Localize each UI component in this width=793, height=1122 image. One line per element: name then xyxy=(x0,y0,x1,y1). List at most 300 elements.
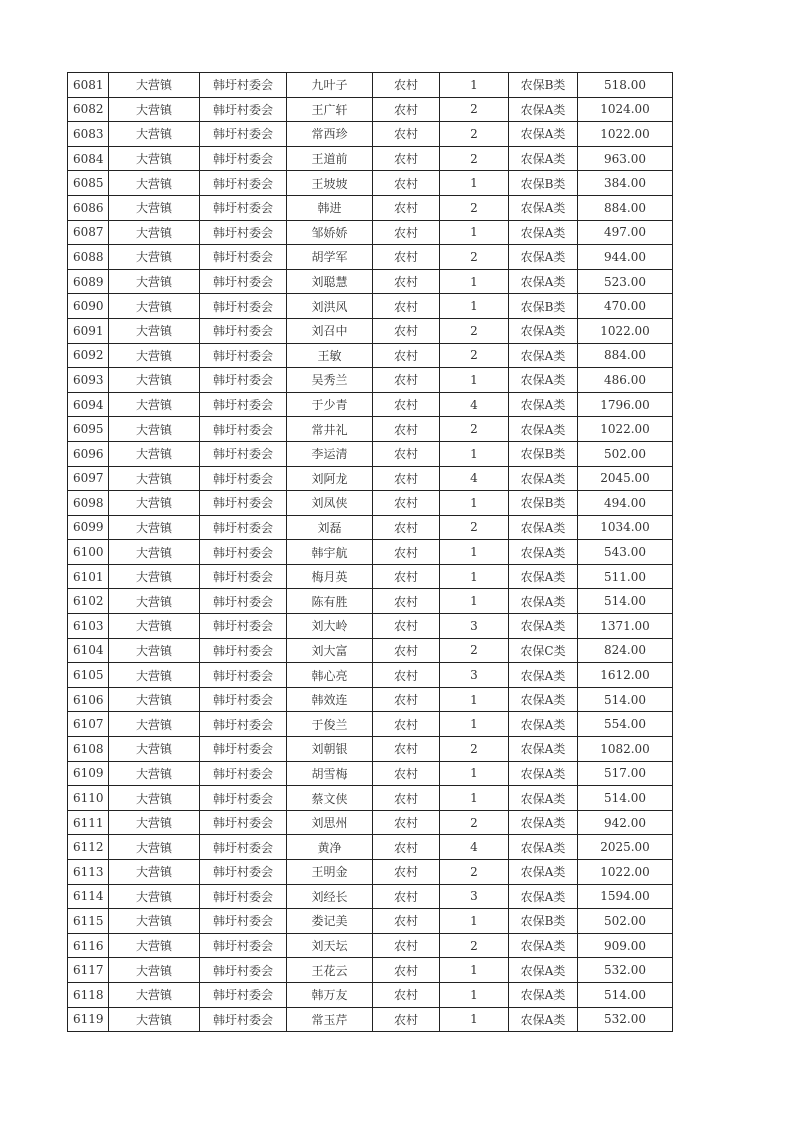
table-row xyxy=(68,245,673,270)
cell-id: 6083 xyxy=(68,122,109,147)
table-row xyxy=(68,737,673,762)
cell-amount: 1594.00 xyxy=(578,884,673,909)
cell-category: 农保B类 xyxy=(509,909,578,934)
cell-area: 农村 xyxy=(373,712,440,737)
table-row xyxy=(68,73,673,98)
cell-category: 农保A类 xyxy=(509,737,578,762)
cell-village: 韩圩村委会 xyxy=(200,786,287,811)
cell-amount: 2045.00 xyxy=(578,466,673,491)
cell-village: 韩圩村委会 xyxy=(200,491,287,516)
cell-area: 农村 xyxy=(373,343,440,368)
cell-village: 韩圩村委会 xyxy=(200,220,287,245)
table-row xyxy=(68,220,673,245)
cell-count: 1 xyxy=(440,589,509,614)
cell-area: 农村 xyxy=(373,515,440,540)
cell-area: 农村 xyxy=(373,73,440,98)
table-row xyxy=(68,786,673,811)
cell-area: 农村 xyxy=(373,195,440,220)
cell-category: 农保A类 xyxy=(509,245,578,270)
cell-town: 大营镇 xyxy=(109,737,200,762)
cell-count: 2 xyxy=(440,737,509,762)
cell-amount: 1024.00 xyxy=(578,97,673,122)
cell-name: 刘聪慧 xyxy=(287,269,373,294)
cell-village: 韩圩村委会 xyxy=(200,146,287,171)
cell-category: 农保B类 xyxy=(509,441,578,466)
cell-amount: 511.00 xyxy=(578,564,673,589)
cell-town: 大营镇 xyxy=(109,1007,200,1032)
cell-village: 韩圩村委会 xyxy=(200,392,287,417)
cell-id: 6101 xyxy=(68,564,109,589)
table-row xyxy=(68,491,673,516)
cell-id: 6095 xyxy=(68,417,109,442)
cell-amount: 470.00 xyxy=(578,294,673,319)
cell-amount: 884.00 xyxy=(578,195,673,220)
table-row xyxy=(68,810,673,835)
cell-amount: 1022.00 xyxy=(578,318,673,343)
cell-amount: 514.00 xyxy=(578,687,673,712)
cell-id: 6108 xyxy=(68,737,109,762)
cell-town: 大营镇 xyxy=(109,245,200,270)
cell-town: 大营镇 xyxy=(109,589,200,614)
cell-amount: 1022.00 xyxy=(578,122,673,147)
cell-village: 韩圩村委会 xyxy=(200,368,287,393)
cell-village: 韩圩村委会 xyxy=(200,638,287,663)
cell-count: 2 xyxy=(440,195,509,220)
cell-category: 农保A类 xyxy=(509,466,578,491)
cell-area: 农村 xyxy=(373,466,440,491)
cell-name: 刘洪风 xyxy=(287,294,373,319)
cell-area: 农村 xyxy=(373,294,440,319)
cell-area: 农村 xyxy=(373,933,440,958)
cell-category: 农保A类 xyxy=(509,146,578,171)
cell-id: 6089 xyxy=(68,269,109,294)
table-row xyxy=(68,933,673,958)
cell-town: 大营镇 xyxy=(109,195,200,220)
cell-name: 刘天坛 xyxy=(287,933,373,958)
cell-name: 王敏 xyxy=(287,343,373,368)
cell-name: 刘朝银 xyxy=(287,737,373,762)
cell-amount: 909.00 xyxy=(578,933,673,958)
cell-id: 6119 xyxy=(68,1007,109,1032)
cell-id: 6114 xyxy=(68,884,109,909)
cell-category: 农保A类 xyxy=(509,614,578,639)
cell-count: 4 xyxy=(440,466,509,491)
cell-category: 农保A类 xyxy=(509,318,578,343)
cell-town: 大营镇 xyxy=(109,638,200,663)
cell-id: 6100 xyxy=(68,540,109,565)
cell-category: 农保A类 xyxy=(509,122,578,147)
cell-town: 大营镇 xyxy=(109,540,200,565)
cell-area: 农村 xyxy=(373,982,440,1007)
cell-name: 陈有胜 xyxy=(287,589,373,614)
cell-category: 农保A类 xyxy=(509,663,578,688)
cell-area: 农村 xyxy=(373,786,440,811)
table-row xyxy=(68,564,673,589)
cell-count: 1 xyxy=(440,73,509,98)
cell-village: 韩圩村委会 xyxy=(200,761,287,786)
cell-area: 农村 xyxy=(373,810,440,835)
cell-id: 6113 xyxy=(68,860,109,885)
cell-id: 6099 xyxy=(68,515,109,540)
cell-id: 6086 xyxy=(68,195,109,220)
cell-area: 农村 xyxy=(373,441,440,466)
cell-amount: 494.00 xyxy=(578,491,673,516)
cell-amount: 1034.00 xyxy=(578,515,673,540)
cell-id: 6104 xyxy=(68,638,109,663)
cell-category: 农保A类 xyxy=(509,712,578,737)
cell-id: 6081 xyxy=(68,73,109,98)
table-row xyxy=(68,294,673,319)
cell-area: 农村 xyxy=(373,884,440,909)
table-row xyxy=(68,466,673,491)
cell-town: 大营镇 xyxy=(109,810,200,835)
cell-category: 农保A类 xyxy=(509,564,578,589)
cell-village: 韩圩村委会 xyxy=(200,982,287,1007)
cell-category: 农保A类 xyxy=(509,220,578,245)
cell-amount: 942.00 xyxy=(578,810,673,835)
cell-name: 韩效连 xyxy=(287,687,373,712)
cell-name: 刘磊 xyxy=(287,515,373,540)
cell-amount: 384.00 xyxy=(578,171,673,196)
cell-town: 大营镇 xyxy=(109,909,200,934)
table-row xyxy=(68,392,673,417)
cell-town: 大营镇 xyxy=(109,663,200,688)
cell-count: 1 xyxy=(440,491,509,516)
cell-name: 韩宇航 xyxy=(287,540,373,565)
cell-town: 大营镇 xyxy=(109,73,200,98)
table-row xyxy=(68,909,673,934)
cell-category: 农保A类 xyxy=(509,343,578,368)
cell-name: 娄记美 xyxy=(287,909,373,934)
cell-town: 大营镇 xyxy=(109,982,200,1007)
cell-count: 4 xyxy=(440,835,509,860)
cell-id: 6098 xyxy=(68,491,109,516)
cell-area: 农村 xyxy=(373,245,440,270)
cell-amount: 518.00 xyxy=(578,73,673,98)
cell-area: 农村 xyxy=(373,761,440,786)
cell-count: 2 xyxy=(440,810,509,835)
cell-id: 6084 xyxy=(68,146,109,171)
cell-id: 6092 xyxy=(68,343,109,368)
cell-name: 九叶子 xyxy=(287,73,373,98)
cell-category: 农保A类 xyxy=(509,97,578,122)
cell-name: 胡学军 xyxy=(287,245,373,270)
cell-village: 韩圩村委会 xyxy=(200,835,287,860)
cell-count: 3 xyxy=(440,663,509,688)
table-row xyxy=(68,761,673,786)
table-row xyxy=(68,835,673,860)
cell-area: 农村 xyxy=(373,220,440,245)
cell-id: 6110 xyxy=(68,786,109,811)
cell-category: 农保A类 xyxy=(509,515,578,540)
cell-id: 6112 xyxy=(68,835,109,860)
cell-category: 农保A类 xyxy=(509,1007,578,1032)
cell-id: 6109 xyxy=(68,761,109,786)
cell-name: 黄净 xyxy=(287,835,373,860)
cell-count: 1 xyxy=(440,441,509,466)
cell-village: 韩圩村委会 xyxy=(200,810,287,835)
cell-category: 农保A类 xyxy=(509,368,578,393)
cell-name: 刘思州 xyxy=(287,810,373,835)
cell-category: 农保A类 xyxy=(509,589,578,614)
cell-area: 农村 xyxy=(373,146,440,171)
cell-area: 农村 xyxy=(373,589,440,614)
cell-category: 农保A类 xyxy=(509,761,578,786)
cell-name: 韩进 xyxy=(287,195,373,220)
cell-amount: 1022.00 xyxy=(578,860,673,885)
cell-count: 2 xyxy=(440,933,509,958)
cell-count: 2 xyxy=(440,97,509,122)
table-row xyxy=(68,171,673,196)
cell-count: 2 xyxy=(440,638,509,663)
cell-category: 农保B类 xyxy=(509,294,578,319)
cell-id: 6106 xyxy=(68,687,109,712)
cell-amount: 517.00 xyxy=(578,761,673,786)
table-row xyxy=(68,614,673,639)
cell-amount: 532.00 xyxy=(578,1007,673,1032)
cell-count: 1 xyxy=(440,958,509,983)
cell-category: 农保A类 xyxy=(509,884,578,909)
cell-area: 农村 xyxy=(373,97,440,122)
cell-town: 大营镇 xyxy=(109,318,200,343)
cell-village: 韩圩村委会 xyxy=(200,564,287,589)
cell-area: 农村 xyxy=(373,318,440,343)
cell-village: 韩圩村委会 xyxy=(200,687,287,712)
cell-town: 大营镇 xyxy=(109,884,200,909)
cell-count: 1 xyxy=(440,761,509,786)
cell-name: 梅月英 xyxy=(287,564,373,589)
table-row xyxy=(68,712,673,737)
cell-village: 韩圩村委会 xyxy=(200,97,287,122)
cell-amount: 543.00 xyxy=(578,540,673,565)
cell-village: 韩圩村委会 xyxy=(200,958,287,983)
cell-name: 胡雪梅 xyxy=(287,761,373,786)
cell-id: 6090 xyxy=(68,294,109,319)
cell-count: 1 xyxy=(440,171,509,196)
cell-id: 6116 xyxy=(68,933,109,958)
cell-village: 韩圩村委会 xyxy=(200,294,287,319)
cell-count: 1 xyxy=(440,982,509,1007)
cell-area: 农村 xyxy=(373,835,440,860)
cell-count: 2 xyxy=(440,417,509,442)
cell-id: 6097 xyxy=(68,466,109,491)
table-row xyxy=(68,540,673,565)
table-row xyxy=(68,97,673,122)
cell-town: 大营镇 xyxy=(109,220,200,245)
cell-name: 于少青 xyxy=(287,392,373,417)
cell-name: 王花云 xyxy=(287,958,373,983)
cell-area: 农村 xyxy=(373,614,440,639)
cell-town: 大营镇 xyxy=(109,933,200,958)
cell-village: 韩圩村委会 xyxy=(200,884,287,909)
cell-amount: 1612.00 xyxy=(578,663,673,688)
cell-category: 农保A类 xyxy=(509,786,578,811)
cell-category: 农保A类 xyxy=(509,195,578,220)
cell-id: 6117 xyxy=(68,958,109,983)
table-row xyxy=(68,1007,673,1032)
cell-id: 6094 xyxy=(68,392,109,417)
cell-count: 4 xyxy=(440,392,509,417)
cell-amount: 2025.00 xyxy=(578,835,673,860)
cell-village: 韩圩村委会 xyxy=(200,933,287,958)
cell-name: 刘大岭 xyxy=(287,614,373,639)
cell-name: 王明金 xyxy=(287,860,373,885)
cell-category: 农保A类 xyxy=(509,860,578,885)
cell-town: 大营镇 xyxy=(109,417,200,442)
cell-village: 韩圩村委会 xyxy=(200,515,287,540)
cell-name: 刘大富 xyxy=(287,638,373,663)
cell-category: 农保A类 xyxy=(509,417,578,442)
table-row xyxy=(68,638,673,663)
cell-village: 韩圩村委会 xyxy=(200,712,287,737)
cell-village: 韩圩村委会 xyxy=(200,122,287,147)
table-row xyxy=(68,515,673,540)
cell-amount: 502.00 xyxy=(578,441,673,466)
cell-category: 农保A类 xyxy=(509,687,578,712)
cell-category: 农保A类 xyxy=(509,269,578,294)
cell-id: 6087 xyxy=(68,220,109,245)
cell-count: 1 xyxy=(440,220,509,245)
cell-category: 农保C类 xyxy=(509,638,578,663)
table-row xyxy=(68,663,673,688)
cell-name: 常西珍 xyxy=(287,122,373,147)
cell-name: 王广轩 xyxy=(287,97,373,122)
cell-village: 韩圩村委会 xyxy=(200,909,287,934)
table-row xyxy=(68,687,673,712)
cell-name: 常玉芹 xyxy=(287,1007,373,1032)
cell-town: 大营镇 xyxy=(109,171,200,196)
cell-village: 韩圩村委会 xyxy=(200,171,287,196)
cell-area: 农村 xyxy=(373,687,440,712)
table-row xyxy=(68,884,673,909)
cell-town: 大营镇 xyxy=(109,343,200,368)
cell-name: 吴秀兰 xyxy=(287,368,373,393)
cell-area: 农村 xyxy=(373,638,440,663)
cell-count: 1 xyxy=(440,786,509,811)
cell-category: 农保A类 xyxy=(509,392,578,417)
cell-town: 大营镇 xyxy=(109,466,200,491)
cell-town: 大营镇 xyxy=(109,786,200,811)
table-row xyxy=(68,122,673,147)
cell-name: 刘经长 xyxy=(287,884,373,909)
cell-name: 刘阿龙 xyxy=(287,466,373,491)
cell-town: 大营镇 xyxy=(109,835,200,860)
cell-amount: 514.00 xyxy=(578,589,673,614)
table-row xyxy=(68,343,673,368)
cell-village: 韩圩村委会 xyxy=(200,466,287,491)
cell-village: 韩圩村委会 xyxy=(200,269,287,294)
cell-count: 1 xyxy=(440,909,509,934)
cell-area: 农村 xyxy=(373,392,440,417)
cell-area: 农村 xyxy=(373,491,440,516)
table-row xyxy=(68,195,673,220)
cell-town: 大营镇 xyxy=(109,761,200,786)
cell-area: 农村 xyxy=(373,909,440,934)
cell-town: 大营镇 xyxy=(109,97,200,122)
cell-amount: 523.00 xyxy=(578,269,673,294)
cell-name: 韩心亮 xyxy=(287,663,373,688)
cell-town: 大营镇 xyxy=(109,441,200,466)
cell-village: 韩圩村委会 xyxy=(200,1007,287,1032)
cell-village: 韩圩村委会 xyxy=(200,540,287,565)
cell-town: 大营镇 xyxy=(109,687,200,712)
cell-amount: 1022.00 xyxy=(578,417,673,442)
cell-category: 农保A类 xyxy=(509,958,578,983)
cell-name: 刘凤侠 xyxy=(287,491,373,516)
cell-amount: 532.00 xyxy=(578,958,673,983)
cell-town: 大营镇 xyxy=(109,515,200,540)
cell-name: 于俊兰 xyxy=(287,712,373,737)
table-row xyxy=(68,860,673,885)
cell-town: 大营镇 xyxy=(109,368,200,393)
cell-id: 6102 xyxy=(68,589,109,614)
cell-village: 韩圩村委会 xyxy=(200,245,287,270)
cell-count: 2 xyxy=(440,860,509,885)
cell-area: 农村 xyxy=(373,1007,440,1032)
cell-amount: 1796.00 xyxy=(578,392,673,417)
cell-id: 6118 xyxy=(68,982,109,1007)
cell-name: 刘召中 xyxy=(287,318,373,343)
cell-area: 农村 xyxy=(373,860,440,885)
cell-category: 农保A类 xyxy=(509,835,578,860)
cell-area: 农村 xyxy=(373,269,440,294)
cell-amount: 502.00 xyxy=(578,909,673,934)
cell-town: 大营镇 xyxy=(109,958,200,983)
records-table xyxy=(67,72,673,1032)
cell-count: 2 xyxy=(440,245,509,270)
cell-id: 6091 xyxy=(68,318,109,343)
cell-area: 农村 xyxy=(373,540,440,565)
cell-amount: 497.00 xyxy=(578,220,673,245)
cell-count: 1 xyxy=(440,540,509,565)
cell-amount: 514.00 xyxy=(578,982,673,1007)
cell-count: 1 xyxy=(440,1007,509,1032)
cell-count: 1 xyxy=(440,712,509,737)
cell-town: 大营镇 xyxy=(109,491,200,516)
cell-id: 6103 xyxy=(68,614,109,639)
cell-town: 大营镇 xyxy=(109,294,200,319)
cell-id: 6093 xyxy=(68,368,109,393)
cell-area: 农村 xyxy=(373,171,440,196)
cell-area: 农村 xyxy=(373,564,440,589)
cell-count: 2 xyxy=(440,122,509,147)
cell-id: 6107 xyxy=(68,712,109,737)
table-row xyxy=(68,958,673,983)
cell-name: 邹娇娇 xyxy=(287,220,373,245)
cell-village: 韩圩村委会 xyxy=(200,417,287,442)
cell-town: 大营镇 xyxy=(109,146,200,171)
cell-amount: 486.00 xyxy=(578,368,673,393)
cell-village: 韩圩村委会 xyxy=(200,343,287,368)
table-row xyxy=(68,417,673,442)
cell-amount: 514.00 xyxy=(578,786,673,811)
cell-village: 韩圩村委会 xyxy=(200,663,287,688)
table-row xyxy=(68,368,673,393)
cell-count: 3 xyxy=(440,614,509,639)
table-row xyxy=(68,318,673,343)
cell-category: 农保A类 xyxy=(509,982,578,1007)
cell-village: 韩圩村委会 xyxy=(200,614,287,639)
cell-town: 大营镇 xyxy=(109,614,200,639)
cell-village: 韩圩村委会 xyxy=(200,589,287,614)
cell-town: 大营镇 xyxy=(109,712,200,737)
cell-category: 农保B类 xyxy=(509,73,578,98)
cell-category: 农保B类 xyxy=(509,171,578,196)
cell-category: 农保B类 xyxy=(509,491,578,516)
cell-category: 农保A类 xyxy=(509,810,578,835)
cell-count: 2 xyxy=(440,343,509,368)
cell-village: 韩圩村委会 xyxy=(200,737,287,762)
